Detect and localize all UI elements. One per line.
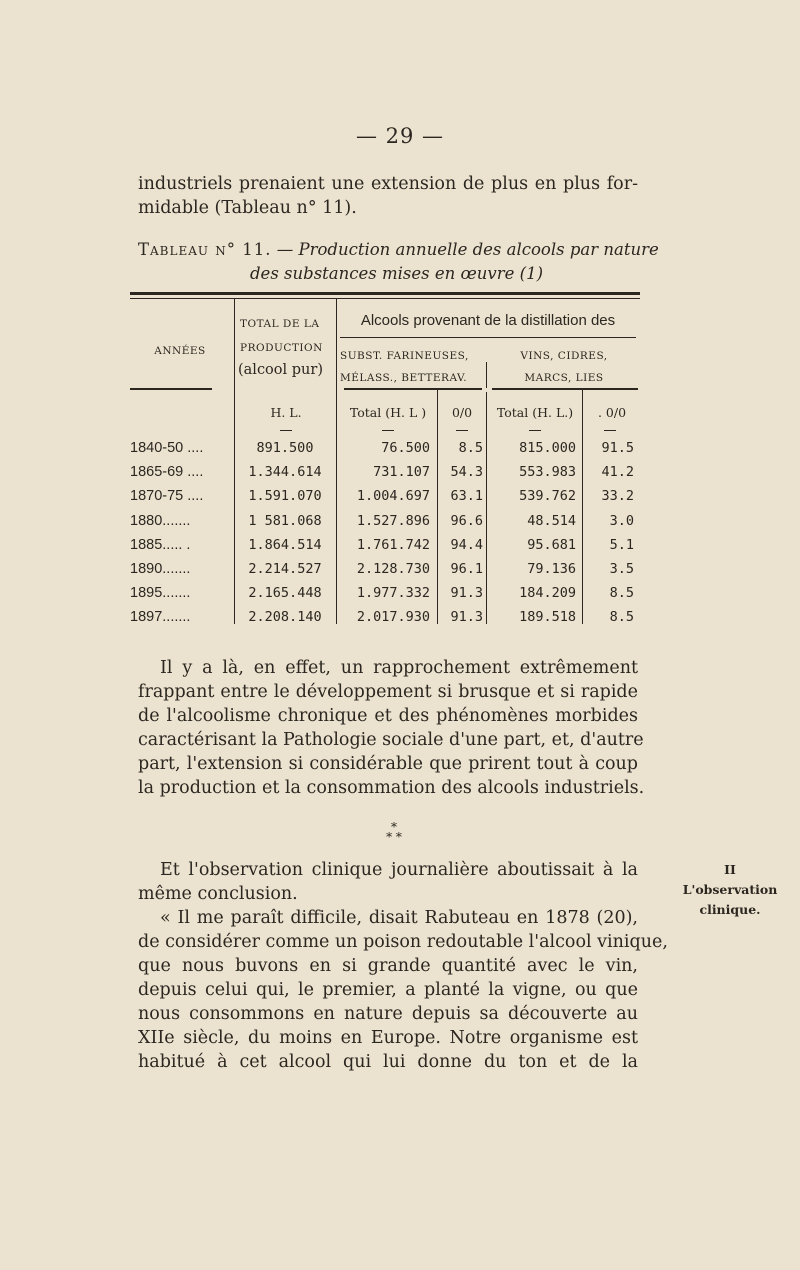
cell-b-total: 79.136 (527, 561, 576, 577)
cell-b-pct: 91.5 (601, 440, 634, 456)
text-line: caractérisant la Pathologie sociale d'une part, et, d'autre (138, 730, 644, 750)
paragraph-rabuteau-quote (138, 906, 668, 1074)
text-line: Et l'observation clinique journalière aboutissait à la (160, 860, 638, 880)
cell-a-total: 76.500 (381, 440, 430, 456)
subgroup-header-b-line2: MARCS, LIES (524, 372, 604, 384)
cell-b-pct: 41.2 (601, 464, 634, 481)
cell-a-total: 2.017.930 (356, 609, 430, 626)
section-separator-asterism (374, 822, 414, 842)
cell-year: 1870-75 .... (130, 488, 204, 505)
cell-a-total: 731.107 (373, 464, 430, 481)
cell-year: 1885..... . (130, 536, 191, 553)
cell-year: 1895....... (130, 585, 191, 602)
text-line: nous consommons en nature depuis sa découverte au (138, 1004, 638, 1024)
cell-total: 2.165.448 (248, 585, 322, 602)
cell-b-total: 184.209 (519, 585, 576, 602)
column-header-total-line3: (alcool pur) (238, 362, 323, 378)
unit-b-pct: . 0/0 (597, 405, 627, 420)
subgroup-header-b-line1: VINS, CIDRES, (520, 350, 608, 362)
cell-total: 2.208.140 (248, 609, 322, 626)
page-number: — 29 — (355, 124, 445, 148)
cell-a-pct: 91.3 (450, 609, 483, 626)
text-line: midable (Tableau n° 11). (138, 198, 357, 218)
cell-a-pct: 63.1 (450, 488, 483, 505)
text-line: la production et la consommation des alcools industriels. (138, 778, 645, 798)
margin-note-line1: L'observation (682, 882, 778, 897)
intro-paragraph (138, 172, 638, 220)
paragraph-observation (138, 858, 638, 906)
cell-b-total: 48.514 (527, 512, 576, 529)
cell-b-pct: 33.2 (601, 488, 634, 505)
text-line: de considérer comme un poison redoutable l'alcool vinique, (138, 932, 668, 952)
text-line: même conclusion. (138, 884, 298, 904)
cell-year: 1865-69 .... (130, 464, 204, 481)
cell-b-total: 539.762 (519, 488, 576, 505)
subgroup-header-a-line1: SUBST. FARINEUSES, (340, 350, 469, 362)
text-line: frappant entre le développement si brusque et si rapide (138, 682, 638, 702)
cell-total: 891.500 (256, 440, 314, 456)
cell-year: 1890....... (130, 561, 191, 577)
cell-b-total: 815.000 (519, 440, 576, 456)
cell-b-pct: 3.0 (609, 512, 634, 529)
text-line: Il y a là, en effet, un rapprochement extrêmement (160, 658, 638, 678)
text-line: « Il me paraît difficile, disait Rabuteau en 1878 (20), (160, 908, 638, 928)
cell-total: 1.344.614 (248, 464, 322, 481)
cell-b-total: 95.681 (527, 536, 576, 553)
unit-b-total: Total (H. L.) (496, 405, 574, 420)
caption-label: Tableau n° 11. (138, 240, 272, 259)
cell-b-pct: 5.1 (609, 536, 634, 553)
cell-b-pct: 8.5 (609, 609, 634, 626)
column-header-years: ANNÉES (154, 345, 206, 357)
column-header-total-line2: PRODUCTION (240, 342, 323, 354)
caption-title-part1: — Production annuelle des alcools par nature (276, 240, 659, 259)
production-table (130, 292, 640, 632)
cell-b-pct: 8.5 (609, 585, 634, 602)
cell-a-total: 1.527.896 (356, 512, 430, 529)
unit-total: H. L. (270, 405, 302, 420)
paragraph-rapprochement (138, 656, 645, 800)
text-line: depuis celui qui, le premier, a planté la vigne, ou que (138, 980, 638, 1000)
cell-total: 1.864.514 (248, 536, 322, 553)
cell-a-pct: 54.3 (450, 464, 483, 481)
cell-year: 1880....... (130, 512, 191, 529)
cell-a-total: 2.128.730 (356, 561, 430, 577)
text-line: habitué à cet alcool qui lui donne du ton et de la (138, 1052, 638, 1072)
column-header-total-line1: TOTAL DE LA (240, 318, 320, 330)
text-line: que nous buvons en si grande quantité avec le vin, (138, 956, 638, 976)
cell-total: 1.591.070 (248, 488, 322, 505)
margin-note (660, 860, 800, 920)
asterism-bottom: * * (386, 830, 402, 844)
text-line: part, l'extension si considérable que prirent tout à coup (138, 754, 638, 774)
cell-b-total: 189.518 (519, 609, 576, 626)
cell-a-pct: 94.4 (450, 536, 483, 553)
cell-a-pct: 96.6 (450, 512, 483, 529)
cell-b-pct: 3.5 (609, 561, 634, 577)
cell-a-total: 1.004.697 (356, 488, 430, 505)
cell-a-pct: 91.3 (450, 585, 483, 602)
cell-total: 2.214.527 (248, 561, 322, 577)
cell-b-total: 553.983 (519, 464, 576, 481)
group-header-distillation: Alcools provenant de la distillation des (360, 312, 616, 329)
cell-total: 1 581.068 (248, 512, 322, 529)
subgroup-header-a-line2: MÉLASS., BETTERAV. (340, 372, 468, 384)
cell-a-pct: 8.5 (458, 440, 483, 456)
asterism-top: * (391, 820, 397, 834)
text-line: industriels prenaient une extension de plus en plus for- (138, 174, 638, 194)
margin-note-numeral: II (724, 862, 736, 877)
cell-year: 1840-50 .... (130, 440, 204, 456)
cell-a-total: 1.977.332 (356, 585, 430, 602)
margin-note-line2: clinique. (699, 902, 761, 917)
table-caption (138, 238, 659, 286)
cell-year: 1897....... (130, 609, 191, 626)
text-line: de l'alcoolisme chronique et des phénomènes morbides (138, 706, 638, 726)
caption-title-part2: des substances mises en œuvre (1) (250, 264, 544, 283)
text-line: XIIe siècle, du moins en Europe. Notre organisme est (138, 1028, 638, 1048)
cell-a-pct: 96.1 (450, 561, 483, 577)
unit-a-pct: 0/0 (451, 405, 473, 420)
cell-a-total: 1.761.742 (356, 536, 430, 553)
unit-a-total: Total (H. L ) (349, 405, 427, 420)
